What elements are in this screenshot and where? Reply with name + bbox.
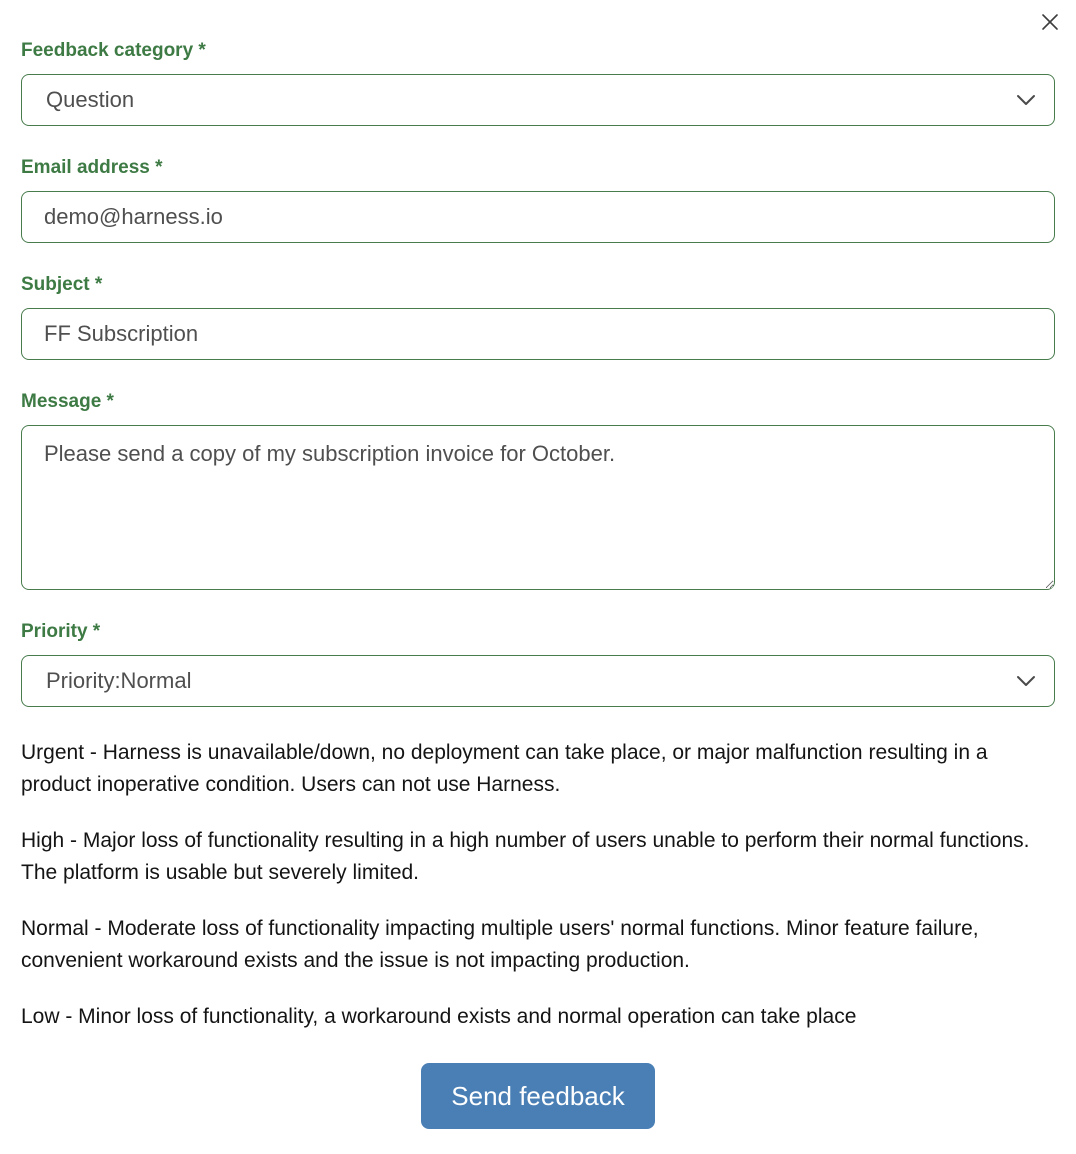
priority-label: Priority * <box>21 621 101 642</box>
field-subject <box>21 274 1055 360</box>
priority-descriptions <box>21 737 1055 1033</box>
email-label: Email address * <box>21 157 163 178</box>
feedback-category-value: Question <box>46 87 135 112</box>
priority-description-urgent: Urgent - Harness is unavailable/down, no deployment can take place, or major malfunction resulting in a product inoperative condition. Users can not use Harness. <box>21 741 988 796</box>
feedback-category-label: Feedback category * <box>21 40 206 61</box>
chevron-down-icon <box>1016 94 1036 106</box>
button-row <box>21 1063 1055 1129</box>
feedback-category-select[interactable] <box>21 74 1055 126</box>
priority-description-high: High - Major loss of functionality resulting in a high number of users unable to perform their normal functions. The platform is usable but severely limited. <box>21 829 1030 884</box>
subject-label: Subject * <box>21 274 103 295</box>
chevron-down-icon <box>1016 675 1036 687</box>
field-feedback-category <box>21 40 1055 126</box>
close-button[interactable] <box>1038 10 1062 34</box>
priority-select[interactable] <box>21 655 1055 707</box>
priority-description-normal: Normal - Moderate loss of functionality impacting multiple users' normal functions. Minor feature failure, convenient workaround exists and the issue is not impacting production. <box>21 917 979 972</box>
field-priority <box>21 621 1055 707</box>
field-message <box>21 391 1055 590</box>
close-icon <box>1040 12 1060 32</box>
priority-value: Priority:Normal <box>46 668 192 693</box>
send-feedback-button[interactable]: Send feedback <box>421 1063 654 1129</box>
message-field[interactable] <box>21 425 1055 590</box>
field-email <box>21 157 1055 243</box>
priority-description-low: Low - Minor loss of functionality, a workaround exists and normal operation can take place <box>21 1005 857 1028</box>
message-label: Message * <box>21 391 114 412</box>
email-field[interactable] <box>21 191 1055 243</box>
subject-field[interactable] <box>21 308 1055 360</box>
